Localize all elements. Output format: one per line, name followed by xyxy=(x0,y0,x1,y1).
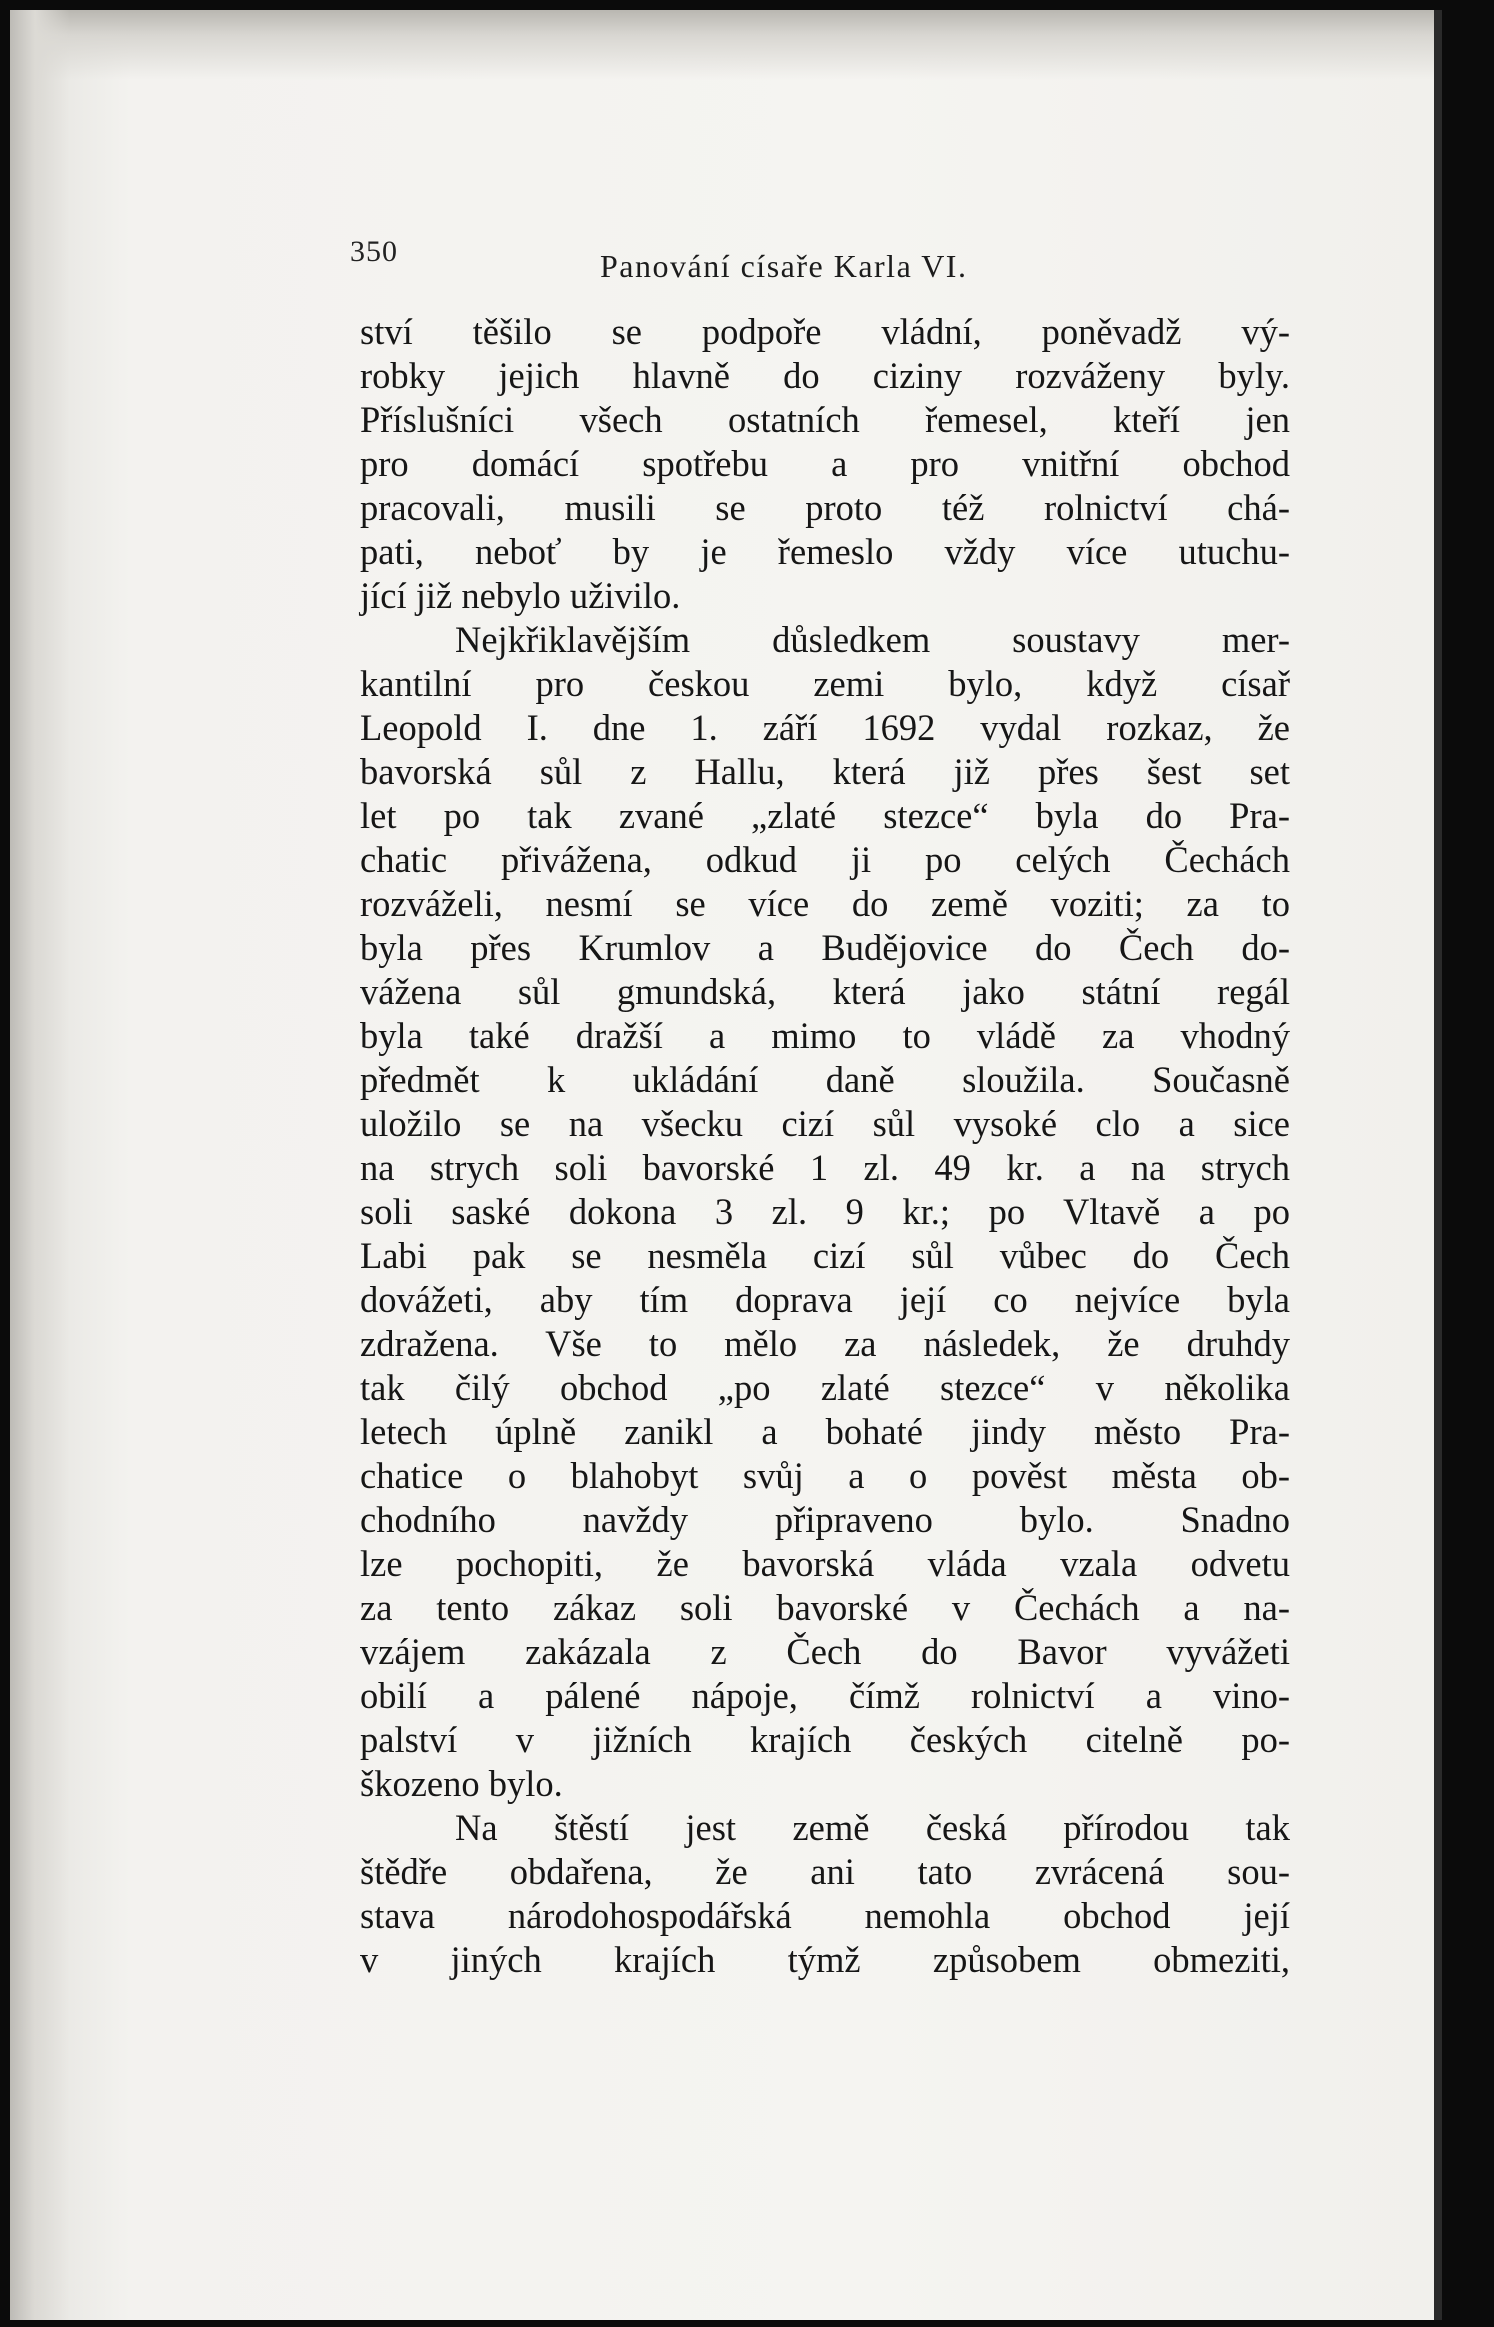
text-line: zdražena. Vše to mělo za následek, že druhdy xyxy=(360,1323,1290,1364)
text-line: dovážeti, aby tím doprava její co nejvíce byla xyxy=(360,1279,1290,1320)
text-line: let po tak zvané „zlaté stezce“ byla do Pra- xyxy=(360,795,1290,836)
text-line: Příslušníci všech ostatních řemesel, kteří jen xyxy=(360,399,1290,440)
text-line: vážena sůl gmundská, která jako státní regál xyxy=(360,971,1290,1012)
text-line: škozeno bylo. xyxy=(360,1763,563,1804)
text-line: byla přes Krumlov a Budějovice do Čech do- xyxy=(360,927,1290,968)
text-line: lze pochopiti, že bavorská vláda vzala odvetu xyxy=(360,1543,1290,1584)
text-line: Labi pak se nesměla cizí sůl vůbec do Čech xyxy=(360,1235,1290,1276)
running-title: Panování císaře Karla VI. xyxy=(600,248,968,284)
text-line: obilí a pálené nápoje, čímž rolnictví a vino- xyxy=(360,1675,1290,1716)
text-line: pati, neboť by je řemeslo vždy více utuchu- xyxy=(360,531,1290,572)
text-line: ství těšilo se podpoře vládní, poněvadž vý- xyxy=(360,311,1290,352)
text-line: Nejkřiklavějším důsledkem soustavy mer- xyxy=(455,619,1290,660)
text-line: pracovali, musili se proto též rolnictví chá- xyxy=(360,487,1290,528)
gutter-shadow xyxy=(10,10,70,2320)
text-line: pro domácí spotřebu a pro vnitřní obchod xyxy=(360,443,1290,484)
text-line: chodního navždy připraveno bylo. Snadno xyxy=(360,1499,1290,1540)
text-line: rozváželi, nesmí se více do země voziti; za to xyxy=(360,883,1290,924)
text-line: předmět k ukládání daně sloužila. Současně xyxy=(360,1059,1290,1100)
text-line: letech úplně zanikl a bohaté jindy město Pra- xyxy=(360,1411,1290,1452)
text-line: Leopold I. dne 1. září 1692 vydal rozkaz, že xyxy=(360,707,1290,748)
book-page xyxy=(10,10,1442,2320)
text-line: jící již nebylo uživilo. xyxy=(360,575,681,616)
top-shadow xyxy=(10,10,1442,80)
text-line: kantilní pro českou zemi bylo, když císař xyxy=(360,663,1290,704)
text-line: palství v jižních krajích českých citelně po- xyxy=(360,1719,1290,1760)
page-number: 350 xyxy=(350,235,398,268)
text-line: na strych soli bavorské 1 zl. 49 kr. a na strych xyxy=(360,1147,1290,1188)
text-line: stava národohospodářská nemohla obchod její xyxy=(360,1895,1290,1936)
text-line: tak čilý obchod „po zlaté stezce“ v několika xyxy=(360,1367,1290,1408)
text-line: byla také dražší a mimo to vládě za vhodný xyxy=(360,1015,1290,1056)
text-line: v jiných krajích týmž způsobem obmeziti, xyxy=(360,1939,1290,1980)
body-text xyxy=(360,310,1290,1982)
text-line: Na štěstí jest země česká přírodou tak xyxy=(455,1807,1290,1848)
text-line: chatice o blahobyt svůj a o pověst města ob- xyxy=(360,1455,1290,1496)
text-line: soli saské dokona 3 zl. 9 kr.; po Vltavě a po xyxy=(360,1191,1290,1232)
text-line: štědře obdařena, že ani tato zvrácená sou- xyxy=(360,1851,1290,1892)
text-line: za tento zákaz soli bavorské v Čechách a na- xyxy=(360,1587,1290,1628)
text-line: bavorská sůl z Hallu, která již přes šest set xyxy=(360,751,1290,792)
page-right-edge xyxy=(1434,10,1442,2320)
text-line: vzájem zakázala z Čech do Bavor vyvážeti xyxy=(360,1631,1290,1672)
text-line: chatic přivážena, odkud ji po celých Čechách xyxy=(360,839,1290,880)
text-line: robky jejich hlavně do ciziny rozváženy byly. xyxy=(360,355,1290,396)
text-line: uložilo se na všecku cizí sůl vysoké clo a sice xyxy=(360,1103,1290,1144)
